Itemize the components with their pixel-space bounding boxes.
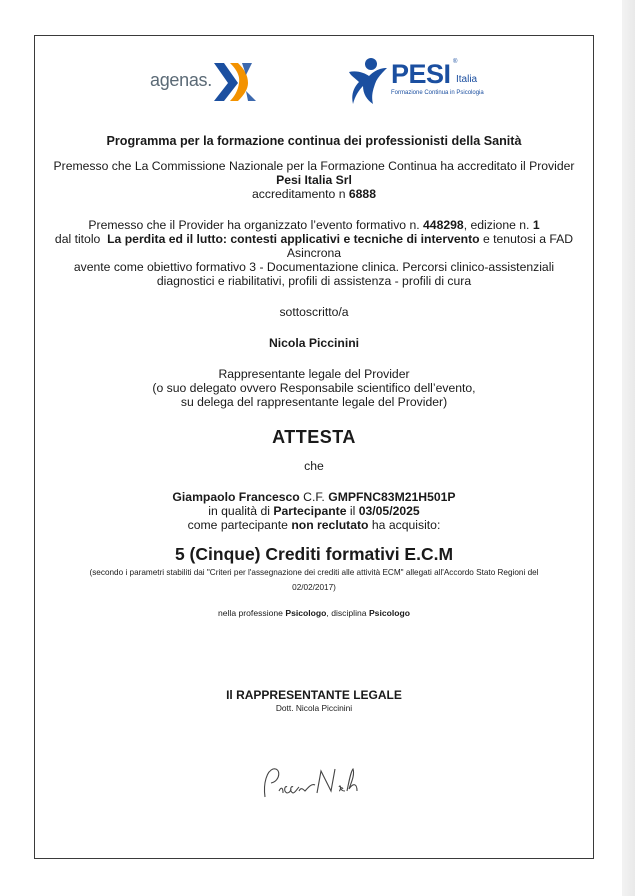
event-title: La perdita ed il lutto: contesti applicativi e tecniche di intervento xyxy=(107,232,480,246)
participant-line: Giampaolo Francesco C.F. GMPFNC83M21H501P xyxy=(172,490,456,504)
pesi-logo-name: PESI xyxy=(391,59,451,89)
undersigned-text: sottoscritto/a xyxy=(279,305,349,319)
signature-title: Il RAPPRESENTANTE LEGALE xyxy=(226,688,402,702)
program-heading: Programma per la formazione continua dei professionisti della Sanità xyxy=(106,134,522,148)
role-line3: su delega del rappresentante legale del Provider) xyxy=(180,395,448,409)
certificate-body xyxy=(35,134,593,714)
objective-line2: diagnostici e riabilitativi, profili di assistenza - profili di cura xyxy=(156,274,472,288)
certificate-frame xyxy=(34,35,594,859)
credits-awarded: 5 (Cinque) Crediti formativi E.C.M xyxy=(174,544,454,564)
recruit-status: non reclutato xyxy=(291,518,369,532)
pesi-figure-icon xyxy=(347,56,389,108)
role-line2: (o suo delegato ovvero Responsabile scientifico dell’evento, xyxy=(152,381,476,395)
objective-line1: avente come obiettivo formativo 3 - Documentazione clinica. Percorsi clinico-assistenziali xyxy=(73,260,555,274)
participant-cf: GMPFNC83M21H501P xyxy=(328,490,456,504)
agenas-mark-icon xyxy=(208,61,260,103)
role-line1: Rappresentante legale del Provider xyxy=(218,367,410,381)
premise1-line1: Premesso che La Commissione Nazionale per la Formazione Continua ha accreditato il Provider xyxy=(53,159,575,173)
agenas-logo-text: agenas. xyxy=(150,70,212,90)
title-line: dal titolo La perdita ed il lutto: contesti applicativi e tecniche di intervento e tenutosi a FAD xyxy=(54,232,574,246)
event-number: 448298 xyxy=(423,218,464,232)
quality-line: in qualità di Partecipante il 03/05/2025 xyxy=(208,504,420,518)
edition-number: 1 xyxy=(532,218,540,232)
participant-quality: Partecipante xyxy=(273,504,347,518)
logos-row xyxy=(35,56,593,116)
profession-line: nella professione Psicologo, disciplina Psicologo xyxy=(217,608,411,618)
participation-date: 03/05/2025 xyxy=(358,504,420,518)
profession-value: Psicologo xyxy=(285,608,327,618)
handwritten-signature xyxy=(259,761,379,805)
provider-name: Pesi Italia Srl xyxy=(276,173,352,187)
pesi-logo-subtitle: Formazione Continua in Psicologia xyxy=(391,90,484,96)
pesi-logo xyxy=(347,56,517,112)
signer-name: Nicola Piccinini xyxy=(268,336,360,350)
pesi-logo-registered: ® xyxy=(453,59,458,65)
pesi-logo-italia: Italia xyxy=(456,74,478,85)
attesta-heading: ATTESTA xyxy=(272,427,356,447)
signature-name: Dott. Nicola Piccinini xyxy=(275,703,353,713)
discipline-value: Psicologo xyxy=(368,608,411,618)
accreditation-number: 6888 xyxy=(348,187,376,201)
che-text: che xyxy=(304,459,324,473)
agenas-logo xyxy=(150,61,260,101)
page-edge xyxy=(622,0,635,896)
mode-line: Asincrona xyxy=(286,246,342,260)
criteria-note: (secondo i parametri stabiliti dai "Criteri per l'assegnazione dei crediti alle attività ECM" allegati all'Accordo Stato Regioni del 02/02/2017) xyxy=(89,568,539,592)
accreditation-line: accreditamento n 6888 xyxy=(251,187,376,201)
participant-name: Giampaolo Francesco xyxy=(172,490,300,504)
recruit-line: come partecipante non reclutato ha acquisito: xyxy=(187,518,441,532)
event-line: Premesso che il Provider ha organizzato l’evento formativo n. 448298, edizione n. 1 xyxy=(88,218,540,232)
